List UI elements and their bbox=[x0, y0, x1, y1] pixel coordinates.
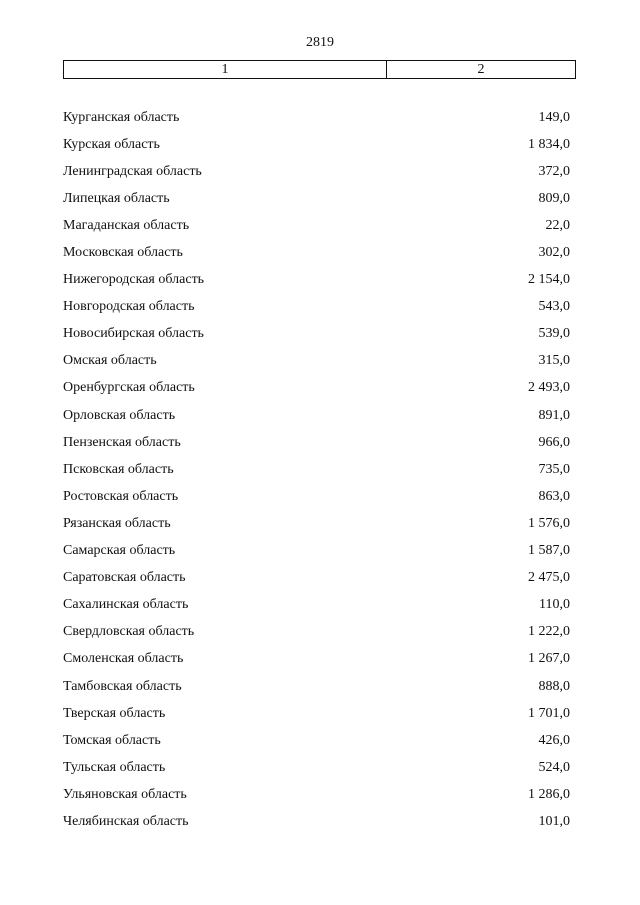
region-value: 22,0 bbox=[545, 217, 570, 233]
table-row bbox=[63, 294, 570, 321]
region-name: Оренбургская область bbox=[63, 380, 195, 396]
table-row bbox=[63, 727, 570, 754]
region-value: 426,0 bbox=[538, 732, 570, 748]
region-value: 372,0 bbox=[538, 163, 570, 179]
region-value: 966,0 bbox=[538, 434, 570, 450]
region-name: Саратовская область bbox=[63, 570, 186, 586]
region-name: Московская область bbox=[63, 245, 183, 261]
region-name: Свердловская область bbox=[63, 624, 195, 640]
region-value: 1 267,0 bbox=[528, 651, 570, 667]
region-name: Курганская область bbox=[63, 109, 180, 125]
region-value: 302,0 bbox=[538, 245, 570, 261]
region-value: 1 222,0 bbox=[528, 624, 570, 640]
region-value: 1 834,0 bbox=[528, 136, 570, 152]
region-value: 2 475,0 bbox=[528, 570, 570, 586]
table-row bbox=[63, 781, 570, 808]
region-value: 315,0 bbox=[538, 353, 570, 369]
table-row bbox=[63, 619, 570, 646]
region-name: Тамбовская область bbox=[63, 678, 182, 694]
table-row bbox=[63, 456, 570, 483]
region-name: Псковская область bbox=[63, 461, 174, 477]
table-header bbox=[63, 60, 576, 79]
region-value: 1 587,0 bbox=[528, 543, 570, 559]
region-value: 735,0 bbox=[538, 461, 570, 477]
region-name: Сахалинская область bbox=[63, 597, 189, 613]
table-row bbox=[63, 104, 570, 131]
table-row bbox=[63, 158, 570, 185]
region-name: Смоленская область bbox=[63, 651, 184, 667]
region-value: 888,0 bbox=[538, 678, 570, 694]
region-value: 1 286,0 bbox=[528, 786, 570, 802]
region-value: 101,0 bbox=[538, 813, 570, 829]
region-name: Магаданская область bbox=[63, 217, 190, 233]
table-row bbox=[63, 131, 570, 158]
table-row bbox=[63, 808, 570, 835]
region-name: Челябинская область bbox=[63, 813, 189, 829]
column-header-1: 1 bbox=[64, 61, 387, 78]
region-value: 2 154,0 bbox=[528, 272, 570, 288]
table-row bbox=[63, 646, 570, 673]
region-name: Новосибирская область bbox=[63, 326, 204, 342]
table-row bbox=[63, 185, 570, 212]
table-row bbox=[63, 212, 570, 239]
region-value: 110,0 bbox=[539, 597, 570, 613]
table-row bbox=[63, 538, 570, 565]
table-row bbox=[63, 673, 570, 700]
region-name: Новгородская область bbox=[63, 299, 195, 315]
region-name: Курская область bbox=[63, 136, 160, 152]
region-name: Рязанская область bbox=[63, 515, 171, 531]
region-name: Томская область bbox=[63, 732, 161, 748]
table-row bbox=[63, 239, 570, 266]
region-name: Нижегородская область bbox=[63, 272, 205, 288]
table-row bbox=[63, 348, 570, 375]
region-value: 149,0 bbox=[538, 109, 570, 125]
region-name: Тверская область bbox=[63, 705, 166, 721]
table-row bbox=[63, 483, 570, 510]
region-value: 2 493,0 bbox=[528, 380, 570, 396]
region-name: Ульяновская область bbox=[63, 786, 187, 802]
region-name: Пензенская область bbox=[63, 434, 181, 450]
region-value: 1 576,0 bbox=[528, 515, 570, 531]
table-row bbox=[63, 429, 570, 456]
region-name: Липецкая область bbox=[63, 190, 170, 206]
region-name: Тульская область bbox=[63, 759, 166, 775]
table-row bbox=[63, 700, 570, 727]
table-row bbox=[63, 754, 570, 781]
table-row bbox=[63, 592, 570, 619]
table-row bbox=[63, 375, 570, 402]
region-value: 809,0 bbox=[538, 190, 570, 206]
region-value: 524,0 bbox=[538, 759, 570, 775]
region-value: 539,0 bbox=[538, 326, 570, 342]
region-value: 1 701,0 bbox=[528, 705, 570, 721]
region-name: Орловская область bbox=[63, 407, 176, 423]
table-row bbox=[63, 402, 570, 429]
region-value: 863,0 bbox=[538, 488, 570, 504]
table-row bbox=[63, 565, 570, 592]
region-value: 543,0 bbox=[538, 299, 570, 315]
region-name: Самарская область bbox=[63, 543, 176, 559]
region-name: Ростовская область bbox=[63, 488, 179, 504]
table-row bbox=[63, 321, 570, 348]
region-name: Омская область bbox=[63, 353, 157, 369]
page-number: 2819 bbox=[306, 35, 334, 50]
table-body bbox=[63, 104, 570, 836]
column-header-2: 2 bbox=[477, 62, 485, 77]
table-row bbox=[63, 510, 570, 537]
table-row bbox=[63, 267, 570, 294]
region-value: 891,0 bbox=[538, 407, 570, 423]
region-name: Ленинградская область bbox=[63, 163, 202, 179]
